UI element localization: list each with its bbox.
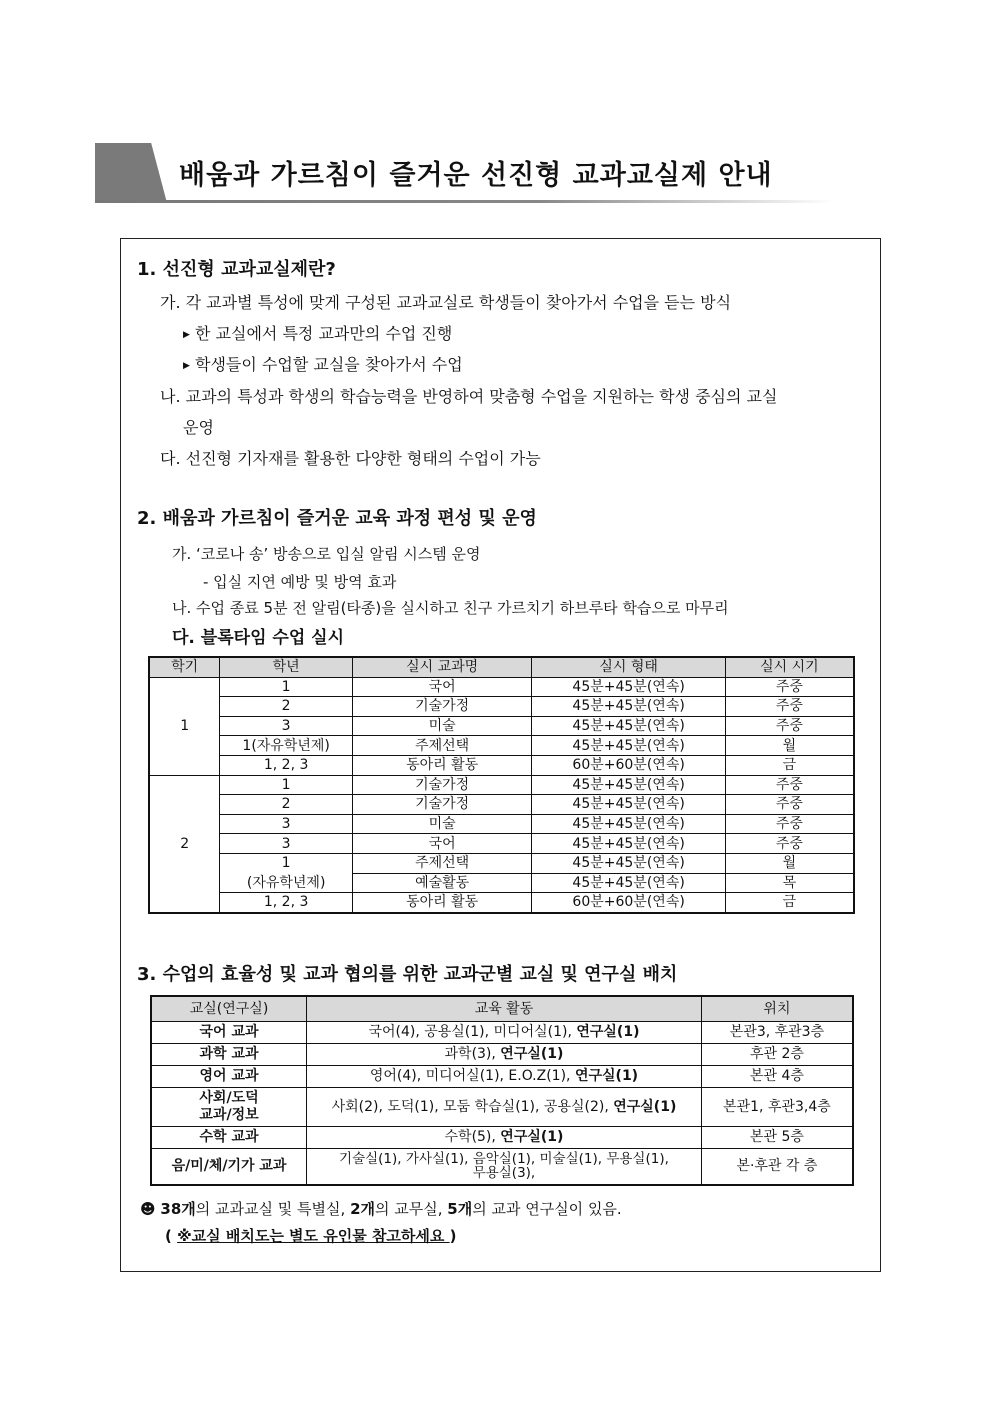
subject-cell: 기술가정: [352, 697, 531, 717]
table-row: [149, 853, 854, 873]
s2-item-ga-sub: - 입실 지연 예방 및 방역 효과: [203, 573, 397, 591]
location-cell: 본·후관 각 층: [701, 1149, 853, 1185]
title-underline: [95, 200, 835, 203]
s1-item-na: 나. 교과의 특성과 학생의 학습능력을 반영하여 맞춤형 수업을 지원하는 학생 중심의 교실: [160, 387, 778, 406]
classroom-table: [150, 995, 854, 1186]
subject-cell: 국어: [352, 677, 531, 697]
semester-cell: 1: [149, 677, 220, 775]
subject-cell: 동아리 활동: [352, 755, 531, 775]
location-cell: 본관3, 후관3층: [701, 1022, 853, 1044]
grade-cell: 1: [220, 853, 353, 873]
header-room: 교실(연구실): [151, 996, 307, 1022]
table-row: [149, 834, 854, 854]
table-row: [151, 1149, 853, 1185]
s1-bullet-1: ▶ 한 교실에서 특정 교과만의 수업 진행: [183, 324, 453, 343]
timing-cell: 주중: [725, 697, 854, 717]
layout-note: ( ※교실 배치도는 별도 유인물 참고하세요 ): [165, 1227, 457, 1245]
location-cell: 본관1, 후관3,4층: [701, 1088, 853, 1127]
s1-item-ga: 가. 각 교과별 특성에 맞게 구성된 교과교실로 학생들이 찾아가서 수업을 듣는 방식: [160, 293, 732, 312]
grade-cell: 2: [220, 697, 353, 717]
table-row: [149, 677, 854, 697]
room-cell: 영어 교과: [151, 1066, 307, 1088]
room-cell: 사회/도덕 교과/정보: [151, 1088, 307, 1127]
header-location: 위치: [701, 996, 853, 1022]
format-cell: 45분+45분(연속): [532, 677, 725, 697]
grade-cell: 3: [220, 834, 353, 854]
grade-cell: 2: [220, 795, 353, 815]
table-row: [151, 1088, 853, 1127]
s1-item-da: 다. 선진형 기자재를 활용한 다양한 형태의 수업이 가능: [160, 449, 541, 468]
table-row: [149, 795, 854, 815]
table-header-row: [151, 996, 853, 1022]
table-row: [149, 736, 854, 756]
table-row: [149, 716, 854, 736]
room-cell: 과학 교과: [151, 1044, 307, 1066]
format-cell: 45분+45분(연속): [532, 775, 725, 795]
room-cell: 국어 교과: [151, 1022, 307, 1044]
s1-item-na-cont: 운영: [183, 418, 214, 437]
grade-cell: 1, 2, 3: [220, 893, 353, 913]
subject-cell: 예술활동: [352, 873, 531, 893]
subject-cell: 미술: [352, 716, 531, 736]
format-cell: 60분+60분(연속): [532, 893, 725, 913]
format-cell: 45분+45분(연속): [532, 814, 725, 834]
activity-cell: 기술실(1), 가사실(1), 음악실(1), 미술실(1), 무용실(1), 무용실(3),: [307, 1149, 702, 1185]
table-row: [151, 1127, 853, 1149]
timing-cell: 주중: [725, 795, 854, 815]
grade-cell: 1(자유학년제): [220, 736, 353, 756]
timing-cell: 주중: [725, 814, 854, 834]
triangle-bullet-icon: ▶: [183, 361, 190, 371]
block-time-table: [148, 656, 855, 914]
location-cell: 후관 2층: [701, 1044, 853, 1066]
grade-cell: 1: [220, 775, 353, 795]
table-row: [151, 1044, 853, 1066]
location-cell: 본관 4층: [701, 1066, 853, 1088]
s2-item-na: 나. 수업 종료 5분 전 알림(타종)을 실시하고 친구 가르치기 하브루타 학습으로 마무리: [172, 599, 729, 617]
table-row: [151, 1022, 853, 1044]
subject-cell: 주제선택: [352, 853, 531, 873]
activity-cell: 사회(2), 도덕(1), 모둠 학습실(1), 공용실(2), 연구실(1): [307, 1088, 702, 1127]
table-row: [149, 775, 854, 795]
activity-cell: 영어(4), 미디어실(1), E.O.Z(1), 연구실(1): [307, 1066, 702, 1088]
activity-cell: 수학(5), 연구실(1): [307, 1127, 702, 1149]
header-format: 실시 형태: [532, 657, 725, 677]
subject-cell: 동아리 활동: [352, 893, 531, 913]
section1-heading: 1. 선진형 교과교실제란?: [137, 259, 336, 280]
format-cell: 45분+45분(연속): [532, 853, 725, 873]
location-cell: 본관 5층: [701, 1127, 853, 1149]
timing-cell: 금: [725, 755, 854, 775]
room-cell: 수학 교과: [151, 1127, 307, 1149]
subject-cell: 국어: [352, 834, 531, 854]
header-activity: 교육 활동: [307, 996, 702, 1022]
grade-cell: 3: [220, 716, 353, 736]
subject-cell: 기술가정: [352, 775, 531, 795]
format-cell: 45분+45분(연속): [532, 736, 725, 756]
table-row: [149, 755, 854, 775]
activity-cell: 국어(4), 공용실(1), 미디어실(1), 연구실(1): [307, 1022, 702, 1044]
grade-cell: 3: [220, 814, 353, 834]
format-cell: 45분+45분(연속): [532, 873, 725, 893]
format-cell: 45분+45분(연속): [532, 795, 725, 815]
section2-heading: 2. 배움과 가르침이 즐거운 교육 과정 편성 및 운영: [137, 508, 537, 529]
timing-cell: 월: [725, 853, 854, 873]
subject-cell: 기술가정: [352, 795, 531, 815]
timing-cell: 주중: [725, 716, 854, 736]
room-cell: 음/미/체/기가 교과: [151, 1149, 307, 1185]
s2-item-da: 다. 블록타임 수업 실시: [172, 628, 345, 648]
timing-cell: 주중: [725, 834, 854, 854]
table-row: [151, 1066, 853, 1088]
title-tab-decoration: [95, 143, 167, 203]
header-semester: 학기: [149, 657, 220, 677]
smiley-icon: ☻: [140, 1200, 156, 1218]
section3-heading: 3. 수업의 효율성 및 교과 협의를 위한 교과군별 교실 및 연구실 배치: [137, 964, 678, 985]
triangle-bullet-icon: ▶: [183, 330, 190, 340]
timing-cell: 주중: [725, 677, 854, 697]
header-grade: 학년: [220, 657, 353, 677]
timing-cell: 월: [725, 736, 854, 756]
format-cell: 45분+45분(연속): [532, 697, 725, 717]
semester-cell: 2: [149, 775, 220, 913]
timing-cell: 목: [725, 873, 854, 893]
table-row: [149, 873, 854, 893]
table-row: [149, 893, 854, 913]
table-header-row: [149, 657, 854, 677]
header-subject: 실시 교과명: [352, 657, 531, 677]
page-title: 배움과 가르침이 즐거운 선진형 교과교실제 안내: [179, 160, 773, 191]
title-banner: [95, 143, 835, 205]
facility-note: ☻ 38개의 교과교실 및 특별실, 2개의 교무실, 5개의 교과 연구실이 있음.: [140, 1200, 622, 1218]
s2-item-ga: 가. ‘코로나 송’ 방송으로 입실 알림 시스템 운영: [172, 545, 481, 563]
table-row: [149, 814, 854, 834]
header-timing: 실시 시기: [725, 657, 854, 677]
timing-cell: 금: [725, 893, 854, 913]
table-row: [149, 697, 854, 717]
subject-cell: 주제선택: [352, 736, 531, 756]
timing-cell: 주중: [725, 775, 854, 795]
grade-cell: (자유학년제): [220, 873, 353, 893]
format-cell: 60분+60분(연속): [532, 755, 725, 775]
grade-cell: 1: [220, 677, 353, 697]
format-cell: 45분+45분(연속): [532, 716, 725, 736]
s1-bullet-2: ▶ 학생들이 수업할 교실을 찾아가서 수업: [183, 355, 463, 374]
format-cell: 45분+45분(연속): [532, 834, 725, 854]
grade-cell: 1, 2, 3: [220, 755, 353, 775]
subject-cell: 미술: [352, 814, 531, 834]
activity-cell: 과학(3), 연구실(1): [307, 1044, 702, 1066]
